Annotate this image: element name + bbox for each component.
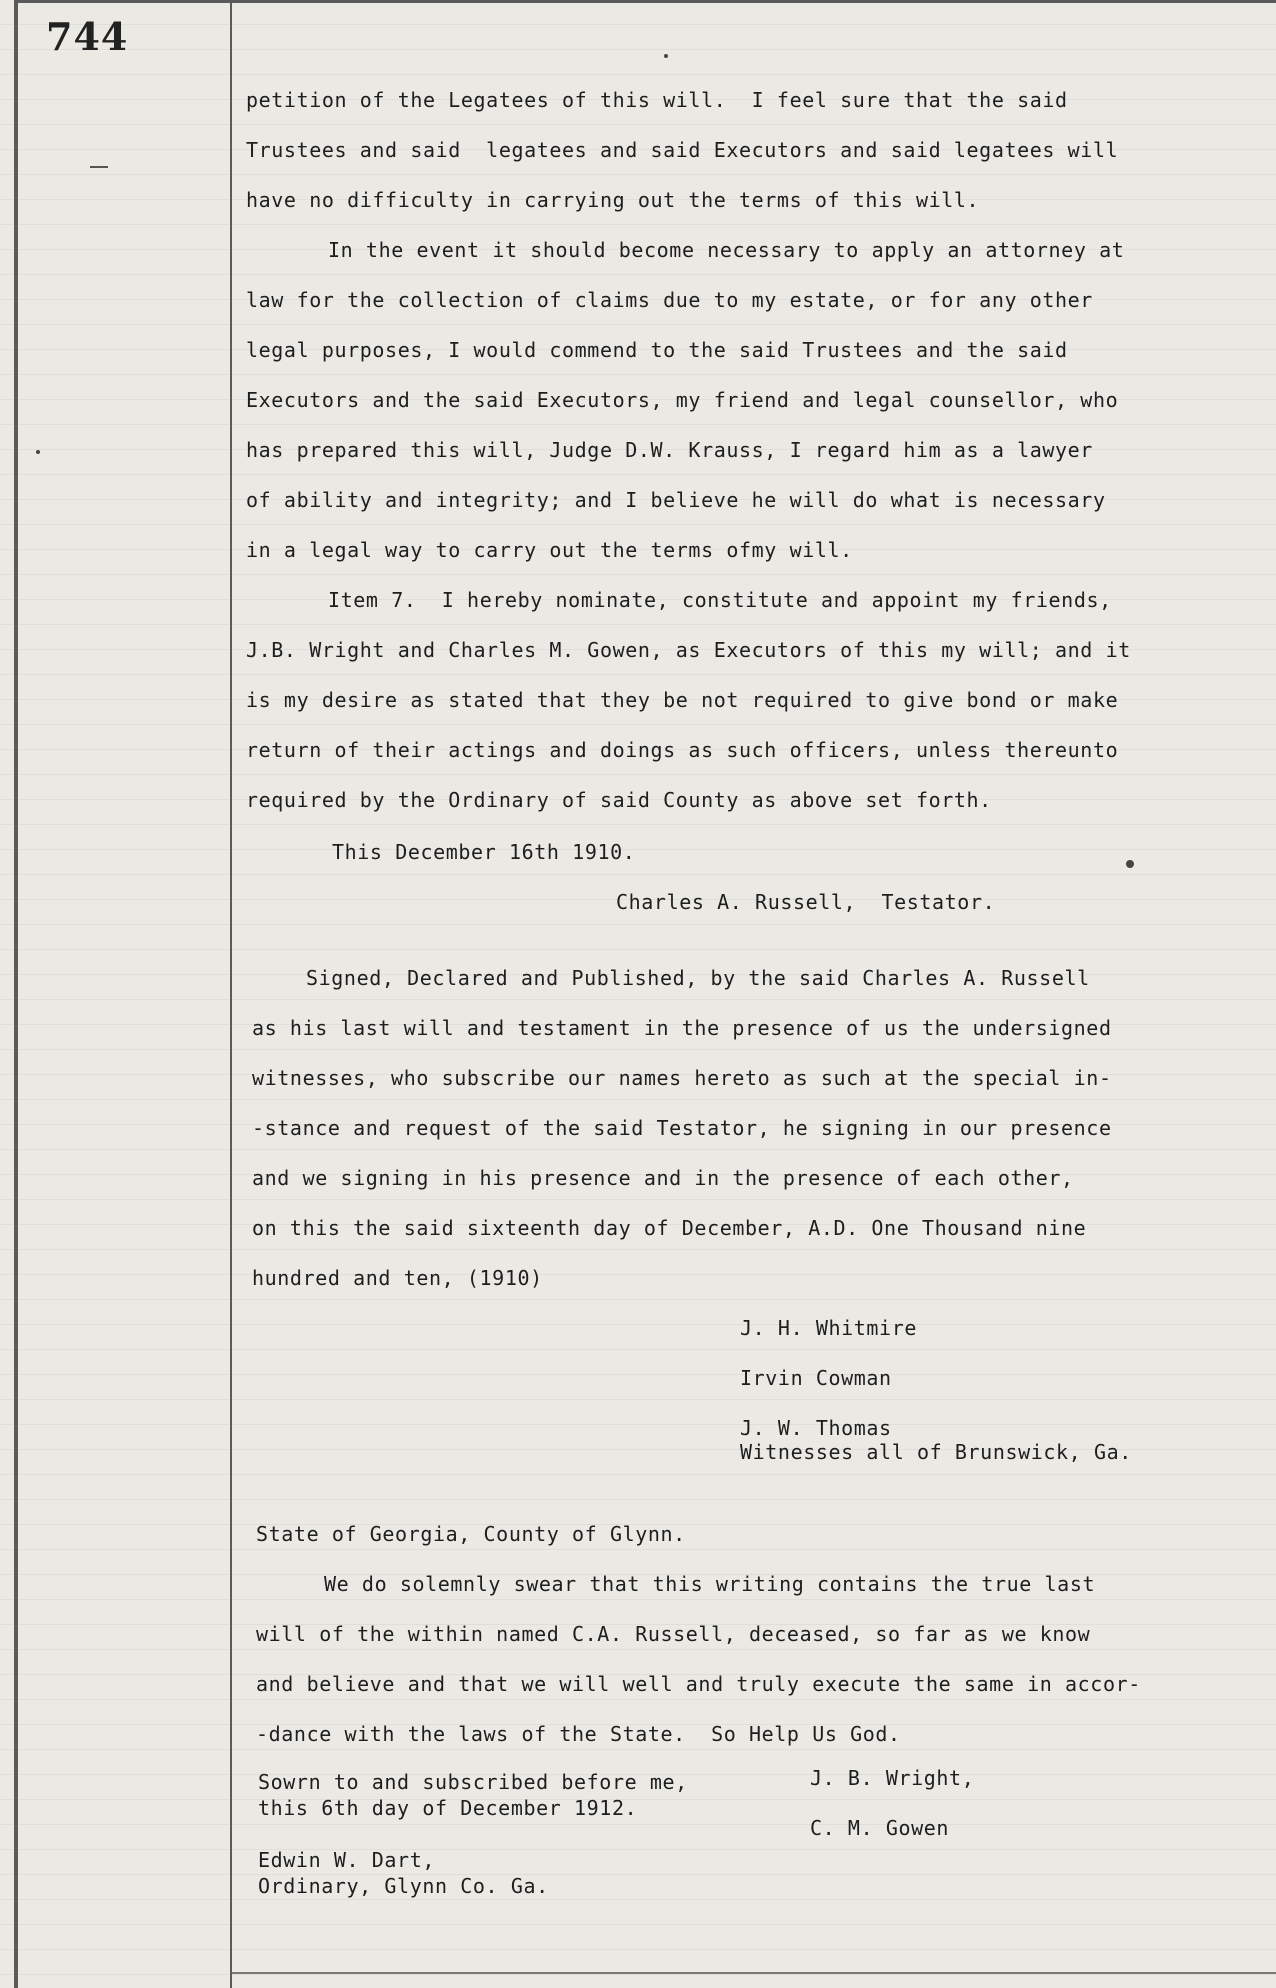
- executor-signature: C. M. Gowen: [810, 1816, 950, 1840]
- top-rule: [14, 0, 1276, 3]
- attestation-line: Signed, Declared and Published, by the said Charles A. Russell: [306, 966, 1090, 990]
- date-line: This December 16th 1910.: [332, 840, 636, 864]
- body-line: has prepared this will, Judge D.W. Krauss, I regard him as a lawyer: [246, 438, 1093, 462]
- body-line: legal purposes, I would commend to the said Trustees and the said: [246, 338, 1068, 362]
- body-line: Trustees and said legatees and said Executors and said legatees will: [246, 138, 1119, 162]
- margin-tick: [90, 166, 108, 168]
- attestation-line: on this the said sixteenth day of December, A.D. One Thousand nine: [252, 1216, 1087, 1240]
- bottom-rule: [232, 1972, 1276, 1974]
- margin-column-rule: [230, 0, 232, 1988]
- oath-line: -dance with the laws of the State. So Help Us God.: [256, 1722, 901, 1746]
- body-line: return of their actings and doings as such officers, unless thereunto: [246, 738, 1119, 762]
- body-line: is my desire as stated that they be not required to give bond or make: [246, 688, 1119, 712]
- ordinary-title: Ordinary, Glynn Co. Ga.: [258, 1874, 549, 1898]
- body-line: In the event it should become necessary to apply an attorney at: [328, 238, 1125, 262]
- attestation-line: hundred and ten, (1910): [252, 1266, 543, 1290]
- testator-signature: Charles A. Russell, Testator.: [616, 890, 996, 914]
- executor-signature: J. B. Wright,: [810, 1766, 975, 1790]
- ink-speck: [36, 450, 40, 454]
- oath-line: and believe and that we will well and truly execute the same in accor-: [256, 1672, 1141, 1696]
- body-line: law for the collection of claims due to my estate, or for any other: [246, 288, 1093, 312]
- attestation-line: witnesses, who subscribe our names hereto as such at the special in-: [252, 1066, 1112, 1090]
- oath-line: We do solemnly swear that this writing contains the true last: [324, 1572, 1096, 1596]
- oath-heading: State of Georgia, County of Glynn.: [256, 1522, 686, 1546]
- sworn-line: this 6th day of December 1912.: [258, 1796, 638, 1820]
- attestation-line: and we signing in his presence and in the presence of each other,: [252, 1166, 1074, 1190]
- oath-line: will of the within named C.A. Russell, deceased, so far as we know: [256, 1622, 1091, 1646]
- witness-name: J. H. Whitmire: [740, 1316, 917, 1340]
- body-line: have no difficulty in carrying out the terms of this will.: [246, 188, 980, 212]
- left-margin-rule: [14, 0, 18, 1988]
- sworn-line: Sowrn to and subscribed before me,: [258, 1770, 688, 1794]
- body-line: petition of the Legatees of this will. I feel sure that the said: [246, 88, 1068, 112]
- body-line: required by the Ordinary of said County as above set forth.: [246, 788, 992, 812]
- body-line: of ability and integrity; and I believe he will do what is necessary: [246, 488, 1106, 512]
- body-line: in a legal way to carry out the terms ofmy will.: [246, 538, 853, 562]
- attestation-line: -stance and request of the said Testator, he signing in our presence: [252, 1116, 1112, 1140]
- witness-name: J. W. Thomas: [740, 1416, 892, 1440]
- ordinary-name: Edwin W. Dart,: [258, 1848, 435, 1872]
- page-number: 744: [46, 14, 129, 59]
- body-line: Executors and the said Executors, my friend and legal counsellor, who: [246, 388, 1119, 412]
- ink-blot: [1126, 860, 1134, 868]
- body-line: J.B. Wright and Charles M. Gowen, as Executors of this my will; and it: [246, 638, 1131, 662]
- witness-note: Witnesses all of Brunswick, Ga.: [740, 1440, 1132, 1464]
- ink-speck: [664, 54, 668, 58]
- body-line: Item 7. I hereby nominate, constitute and appoint my friends,: [328, 588, 1112, 612]
- witness-name: Irvin Cowman: [740, 1366, 892, 1390]
- attestation-line: as his last will and testament in the presence of us the undersigned: [252, 1016, 1112, 1040]
